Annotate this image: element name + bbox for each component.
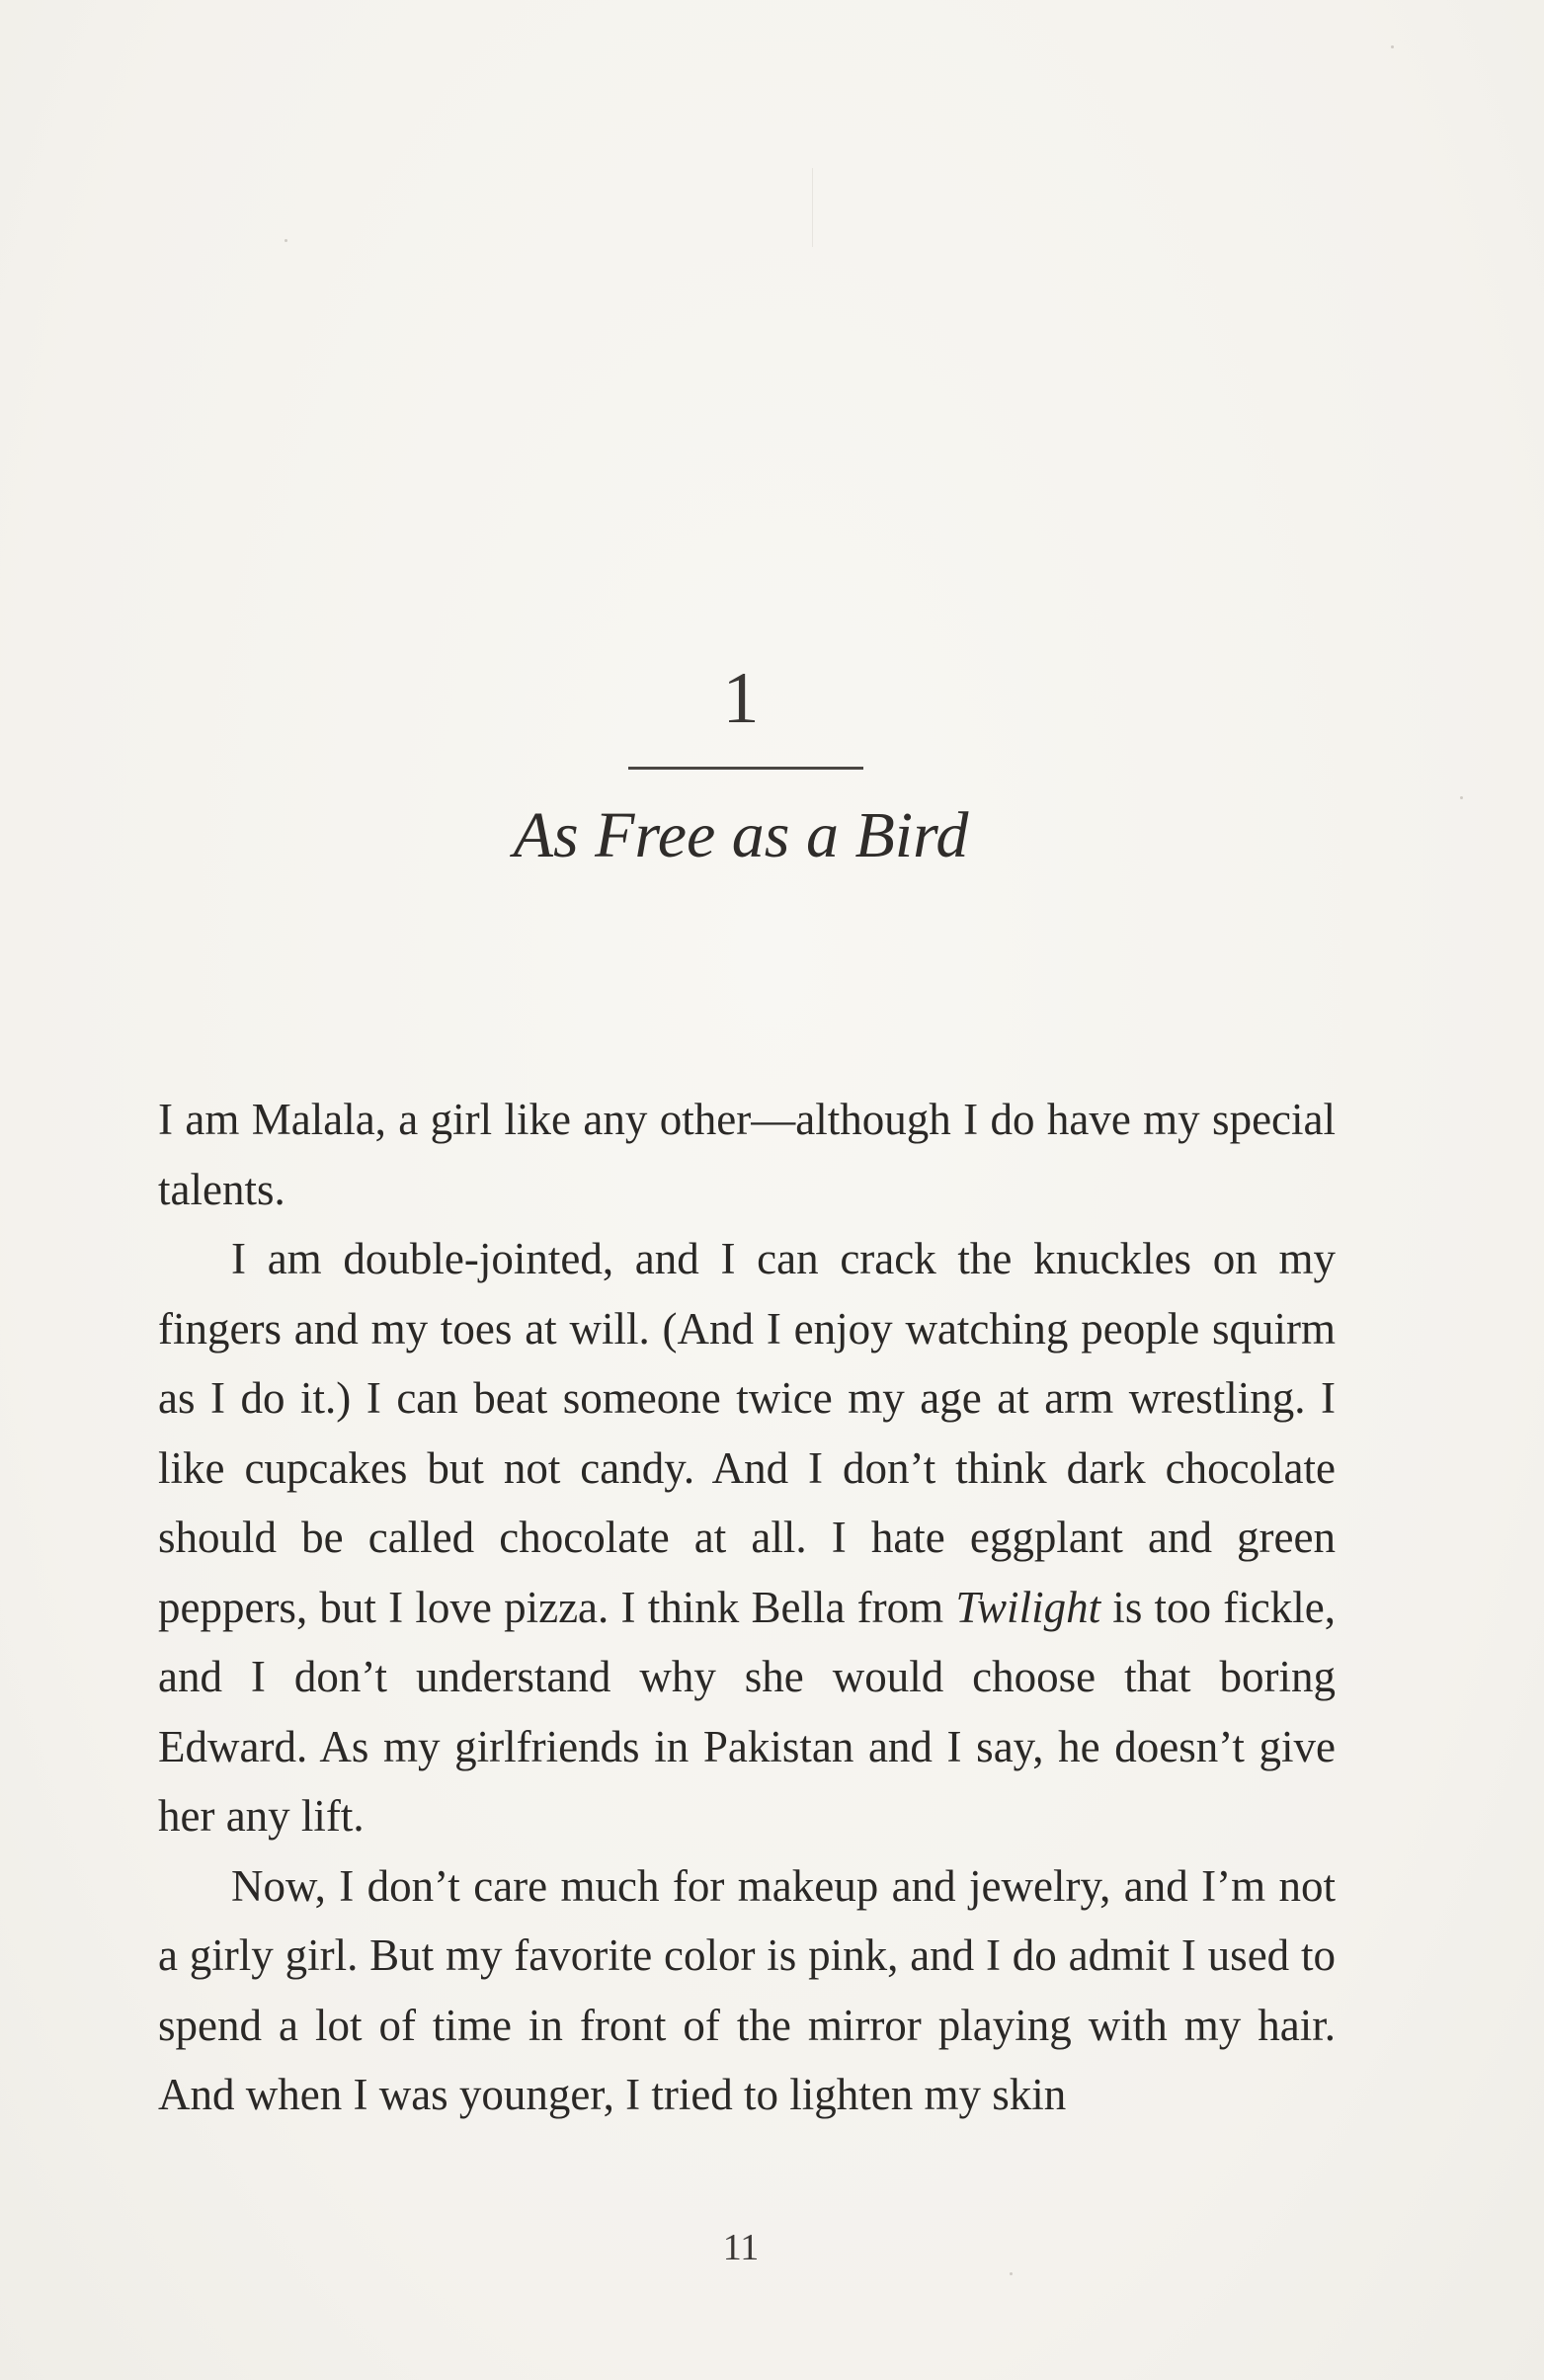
paragraph-3: Now, I don’t care much for makeup and jewelry, and I’m not a girly girl. But my favorite color is pink, and I do admit I used to spend a lot of time in front of the mirror playing with my hair. And when I was younger, I tried to lighten my skin [158, 1860, 1336, 2119]
paragraph-2-text-before: I am double-jointed, and I can crack the knuckles on my fingers and my toes at will. (And I enjoy watching people squirm as I do it.) I can beat someone twice my age at arm wrestling. I like cupcakes but not candy. And I don’t think dark chocolate should be called chocolate at all. I hate eggplant and green peppers, but I love pizza. I think Bella from [158, 1234, 1336, 1632]
book-title-twilight: Twilight [955, 1582, 1101, 1632]
chapter-title: As Free as a Bird [513, 799, 969, 871]
page-number: 11 [722, 2227, 760, 2268]
paragraph-1: I am Malala, a girl like any other—although I do have my special talents. [158, 1095, 1336, 1214]
scan-mark [812, 168, 813, 247]
scan-speck [1010, 2272, 1013, 2275]
scan-speck [284, 239, 287, 242]
chapter-number: 1 [722, 658, 760, 739]
chapter-divider [628, 767, 863, 770]
scan-speck [1460, 796, 1463, 799]
paragraph-2-text-after: is too fickle, and I don’t understand why she would choose that boring Edward. As my girlfriends in Pakistan and I say, he doesn’t give her any lift. [158, 1582, 1336, 1841]
paragraph-2 [158, 1224, 1336, 1851]
scan-speck [1391, 45, 1394, 48]
body-text [158, 1085, 1336, 2130]
